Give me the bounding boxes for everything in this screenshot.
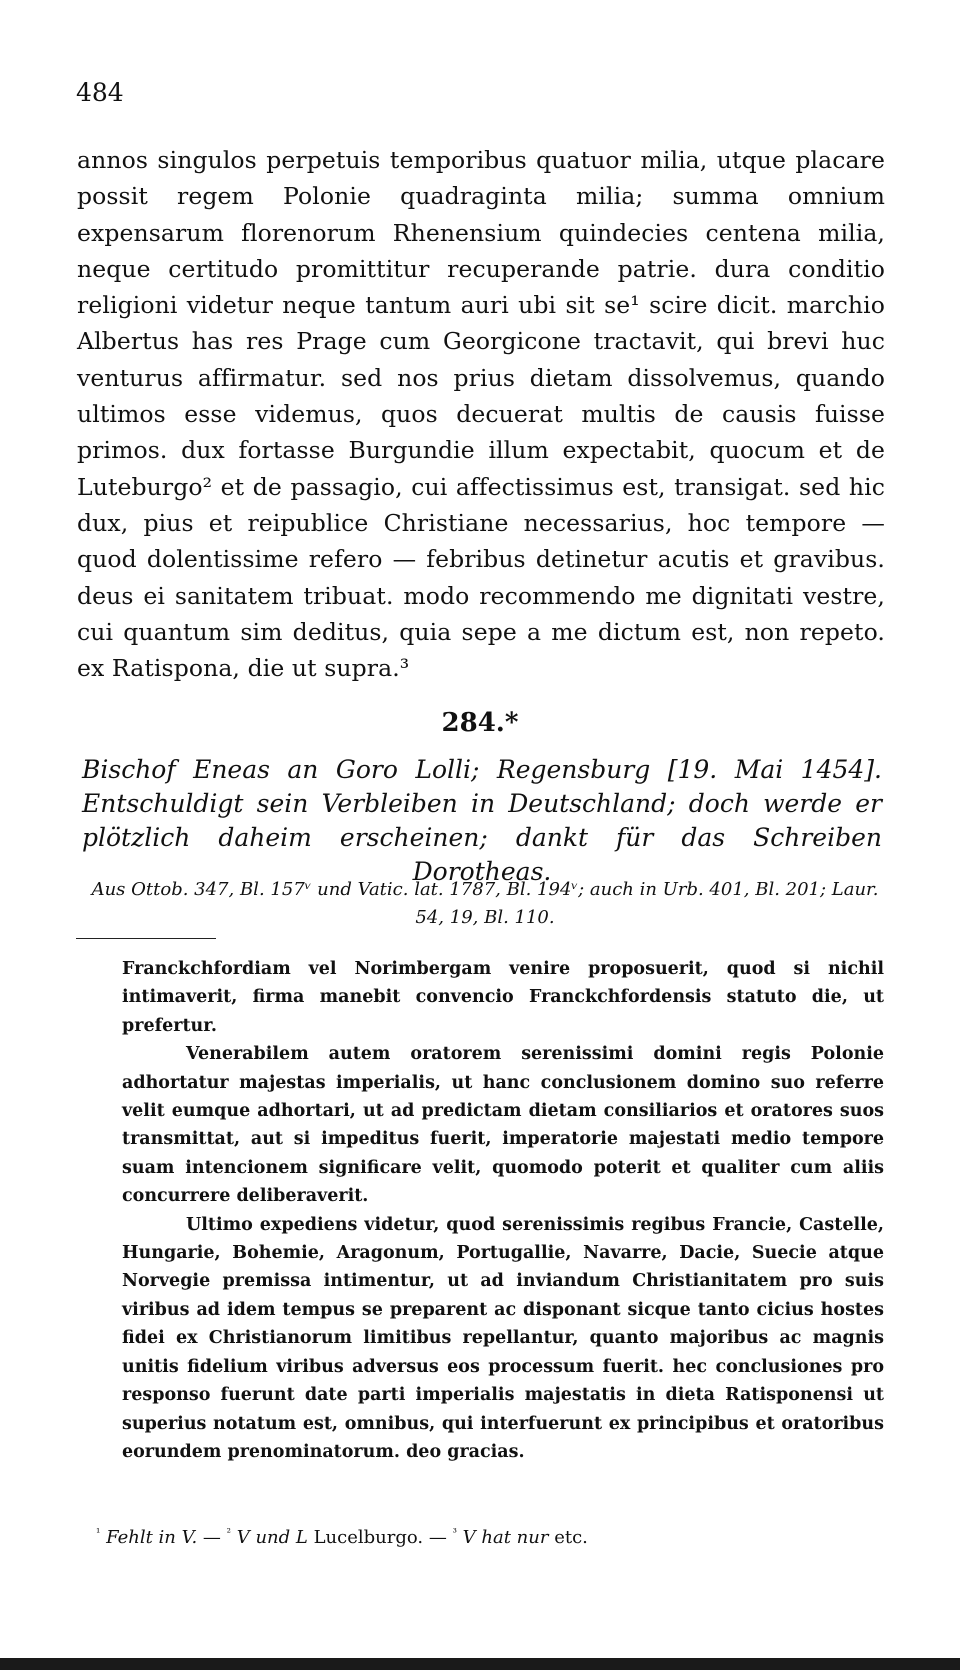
body-text: annos singulos perpetuis temporibus quatuor milia, utque placare possit regem Polonie quadraginta milia; summa omnium expensarum florenorum Rhenensium quindecies centena milia, neque certitudo promittitur recuperande patrie. dura conditio religioni videtur neque tantum auri ubi sit se¹ scire dicit. marchio Albertus has res Prage cum Georgicone tractavit, qui brevi huc venturus affirmatur. sed nos prius dietam dissolvemus, quando ultimos esse videmus, quos decuerat multis de causis fuisse primos. dux fortasse Burgundie illum expectabit, quocum et de Luteburgo² et de passagio, cui affectissimus est, transigat. sed hic dux, pius et reipublice Christiane necessarius, hoc tempore — quod dolentissime refero — febribus detinetur acutis et gravibus. deus ei sanitatem tribuat. modo recommendo me dignitati vestre, cui quantum sim deditus, quia sepe a me dictum est, non repeto. ex Ratispona, die ut supra.³ bbox=[77, 146, 885, 683]
footnote-1-text: Fehlt in V. bbox=[106, 1527, 198, 1548]
footnote-3-text: etc. bbox=[554, 1527, 588, 1548]
scan-bottom-edge bbox=[0, 1658, 960, 1670]
footnote-3-sigla: V hat nur bbox=[462, 1527, 549, 1548]
footnote-separator-2: — bbox=[428, 1527, 447, 1548]
footnote-1-marker: ¹ bbox=[96, 1526, 101, 1539]
footnote-divider bbox=[76, 938, 216, 939]
page-number: 484 bbox=[76, 78, 124, 107]
footnote-2-sigla: V und L bbox=[236, 1527, 308, 1548]
notes-block bbox=[122, 955, 884, 1466]
footnote-separator-1: — bbox=[202, 1527, 221, 1548]
note-paragraph-3: Ultimo expediens videtur, quod serenissimis regibus Francie, Castelle, Hungarie, Bohemie, Aragonum, Portugallie, Navarre, Dacie, Suecie atque Norvegie premissa intimentur, ut ad inviandum Christianitatem pro suis viribus ad idem tempus se preparent ac disponant sicque tanto cicius hostes fidei ex Christianorum limitibus repellantur, quanto majoribus ac magnis unitis fidelium viribus adversus eos processum fuerit. hec conclusiones pro responso fuerunt date parti imperialis majestatis in dieta Ratisponensi ut superius notatum est, omnibus, qui interfuerunt ex principibus et oratoribus eorundem prenominatorum. deo gracias. bbox=[122, 1214, 884, 1462]
footnote-3-marker: ³ bbox=[452, 1526, 457, 1539]
footnote-2-marker: ² bbox=[226, 1526, 231, 1539]
footnotes bbox=[96, 1524, 896, 1552]
note-paragraph-2: Venerabilem autem oratorem serenissimi domini regis Polonie adhortatur majestas imperialis, ut hanc conclusionem domino suo referre velit eumque adhortari, ut ad predictam dietam consiliarios et oratores suos transmittat, aut si impeditus fuerit, imperatorie majestati medio tempore suam intencionem significare velit, quomodo poterit et qualiter cum aliis concurrere deliberaverit. bbox=[122, 1044, 884, 1207]
letter-sources: Aus Ottob. 347, Bl. 157ᵛ und Vatic. lat. 1787, Bl. 194ᵛ; auch in Urb. 401, Bl. 201; Laur. 54, 19, Bl. 110. bbox=[91, 879, 879, 928]
letter-number: 284.* bbox=[441, 708, 519, 738]
letter-regest: Bischof Eneas an Goro Lolli; Regensburg [19. Mai 1454]. Entschuldigt sein Verbleiben in Deutschland; doch werde er plötzlich daheim erscheinen; dankt für das Schreiben Dorotheas. bbox=[82, 755, 882, 886]
footnote-2-text: Lucelburgo. bbox=[313, 1527, 424, 1548]
note-paragraph-1: Franckchfordiam vel Norimbergam venire proposuerit, quod si nichil intimaverit, firma manebit convencio Franckchfordensis statuto die, ut prefertur. bbox=[122, 959, 884, 1036]
